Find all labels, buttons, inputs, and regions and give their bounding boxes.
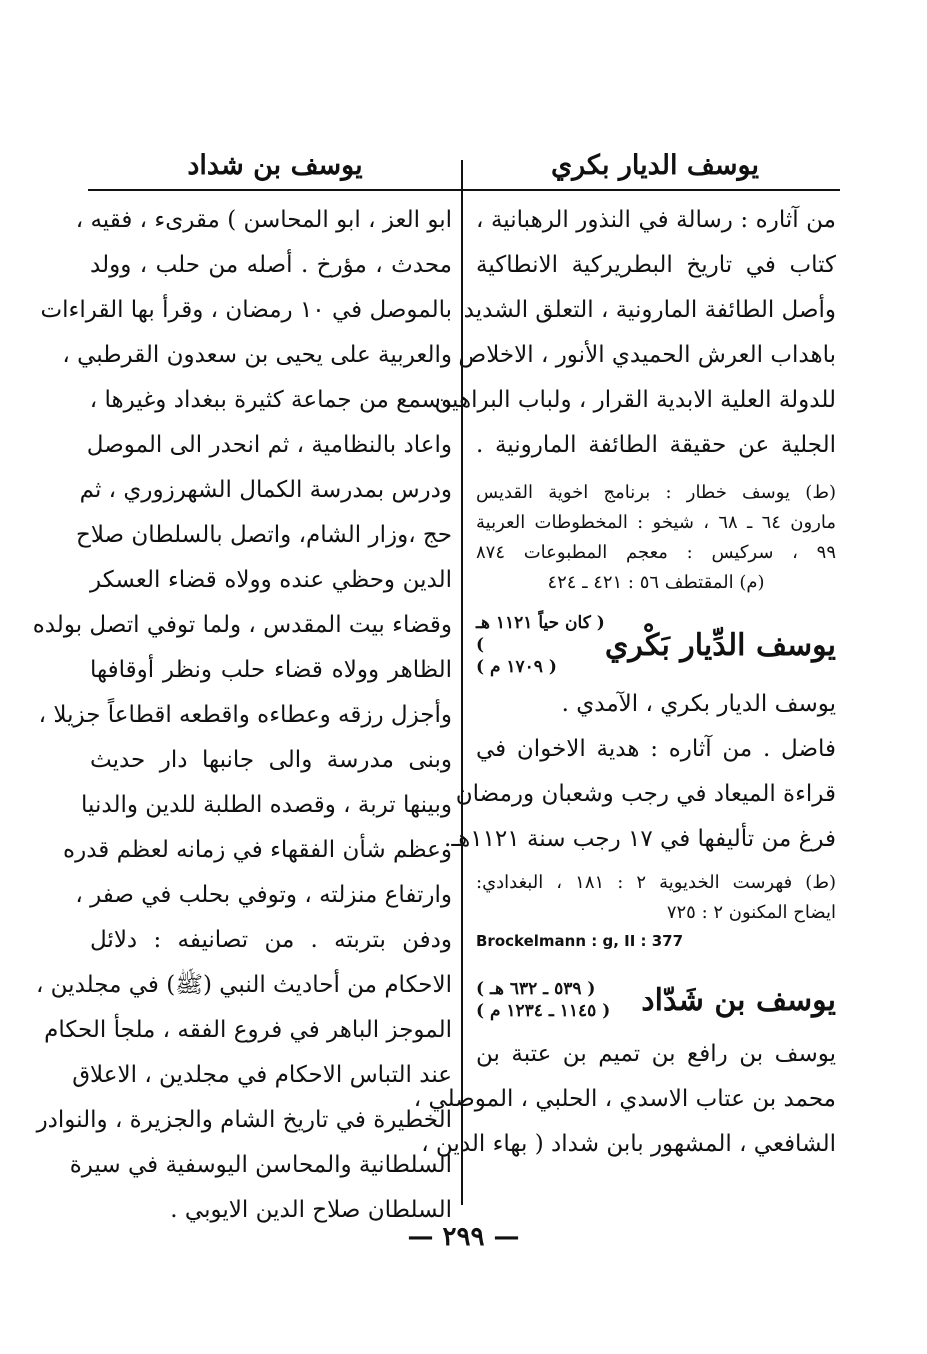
text-line: من آثاره : رسالة في النذور الرهبانية ،	[476, 207, 836, 233]
text-line: الموجز الباهر في فروع الفقه ، ملجأ الحكام	[44, 1017, 452, 1043]
text-line: باهداب العرش الحميدي الأنور ، الاخلاص	[458, 342, 836, 368]
source-line: (ط) يوسف خطار : برنامج اخوية القديس	[476, 482, 836, 503]
entry-heading-diyarbakri	[476, 612, 836, 678]
text-line: وسمع من جماعة كثيرة ببغداد وغيرها ،	[89, 387, 452, 413]
text-line: الخطيرة في تاريخ الشام والجزيرة ، والنوادر	[36, 1107, 452, 1133]
entry-heading-ibn-shaddad	[476, 978, 836, 1022]
column-divider	[461, 160, 463, 1205]
running-header-right: يوسف الديار بكري	[551, 150, 759, 181]
source-line: مارون ٦٤ ـ ٦٨ ، شيخو : المخطوطات العربية	[476, 512, 837, 533]
text-line: بالموصل في ١٠ رمضان ، وقرأ بها القراءات	[40, 297, 452, 323]
entry-dates	[476, 978, 610, 1022]
text-line: ودفن بتربته . من تصانيفه : دلائل	[90, 927, 452, 953]
header-rule	[88, 189, 840, 191]
text-line: السلطان صلاح الدين الايوبي .	[170, 1197, 452, 1223]
text-line: يوسف بن رافع بن تميم بن عتبة بن	[476, 1041, 836, 1067]
text-line: كتاب في تاريخ البطريركية الانطاكية	[476, 252, 836, 278]
text-line: محدث ، مؤرخ . أصله من حلب ، وولد	[90, 252, 452, 278]
source-line: (ط) فهرست الخديوية ٢ : ١٨١ ، البغدادي:	[476, 872, 837, 893]
text-line: قراءة الميعاد في رجب وشعبان ورمضان	[455, 781, 836, 807]
text-line: وعظم شأن الفقهاء في زمانه لعظم قدره	[63, 837, 452, 863]
entry-dates	[476, 612, 605, 678]
date-hijri: ( كان حياً ١١٢١ هـ )	[476, 613, 605, 655]
source-line: ٩٩ ، سركيس : معجم المطبوعات ٨٧٤	[476, 542, 836, 563]
works-paragraph	[434, 198, 836, 468]
sources-block	[476, 478, 836, 598]
entry-body	[444, 682, 836, 862]
text-line: وأصل الطائفة المارونية ، التعلق الشديد	[463, 297, 836, 323]
latin-reference: Brockelmann : g, II : 377	[476, 932, 684, 950]
text-line: عند التباس الاحكام في مجلدين ، الاعلاق	[72, 1062, 452, 1088]
text-line: محمد بن عتاب الاسدي ، الحلبي ، الموصلي ،	[413, 1086, 836, 1112]
text-line: ابو العز ، ابو المحاسن ) مقرىء ، فقيه ،	[75, 207, 452, 233]
text-line: الدين وحظي عنده وولاه قضاء العسكر	[90, 567, 452, 593]
text-line: وبنى مدرسة والى جانبها دار حديث	[90, 747, 452, 773]
date-gregorian: ( ١١٤٥ ـ ١٢٣٤ م )	[476, 1001, 611, 1021]
source-line: ايضاح المكنون ٢ : ٧٢٥	[666, 902, 836, 923]
text-line: الاحكام من أحاديث النبي (ﷺ) في مجلدين ،	[35, 972, 452, 998]
text-line: السلطانية والمحاسن اليوسفية في سيرة	[69, 1152, 452, 1178]
text-line: والعربية على يحيى بن سعدون القرطبي ،	[62, 342, 452, 368]
entry-name: يوسف الدِّيار بَكْري	[604, 627, 836, 663]
text-line: واعاد بالنظامية ، ثم انحدر الى الموصل	[86, 432, 452, 458]
left-column	[32, 198, 452, 1233]
date-hijri: ( ٥٣٩ ـ ٦٣٢ هـ )	[476, 979, 596, 999]
text-line: الجلية عن حقيقة الطائفة المارونية .	[476, 432, 836, 458]
text-line: وقضاء بيت المقدس ، ولما توفي اتصل بولده	[32, 612, 452, 638]
page-number: — ٢٩٩ —	[407, 1222, 520, 1252]
text-line: الظاهر وولاه قضاء حلب ونظر أوقافها	[90, 657, 452, 683]
text-line: وبينها تربة ، وقصده الطلبة للدين والدنيا	[81, 792, 452, 818]
text-line: ودرس بمدرسة الكمال الشهرزوري ، ثم	[79, 477, 452, 503]
entry-sources	[476, 868, 836, 954]
running-header-left: يوسف بن شداد	[187, 150, 363, 181]
text-line: وأجزل رزقه وعطاءه واقطعه اقطاعاً جزيلا ،	[38, 702, 452, 728]
text-line: فرغ من تأليفها في ١٧ رجب سنة ١١٢١هـ.	[444, 826, 836, 852]
text-line: للدولة العلية الابدية القرار ، ولباب البراهين	[434, 387, 836, 413]
entry-body	[413, 1032, 836, 1167]
text-line: يوسف الديار بكري ، الآمدي .	[561, 691, 836, 717]
text-line: وارتفاع منزلته ، وتوفي بحلب في صفر ،	[75, 882, 452, 908]
entry-name: يوسف بن شَدّاد	[641, 982, 836, 1018]
text-line: الشافعي ، المشهور بابن شداد ( بهاء الدين ،	[421, 1131, 836, 1157]
right-column	[413, 198, 837, 1167]
source-line: (م) المقتطف ٥٦ : ٤٢١ ـ ٤٢٤	[547, 572, 765, 593]
date-gregorian: ( ١٧٠٩ م )	[476, 657, 557, 677]
text-line: فاضل . من آثاره : هدية الاخوان في	[476, 736, 836, 762]
text-line: حج ،وزار الشام، واتصل بالسلطان صلاح	[75, 522, 452, 548]
